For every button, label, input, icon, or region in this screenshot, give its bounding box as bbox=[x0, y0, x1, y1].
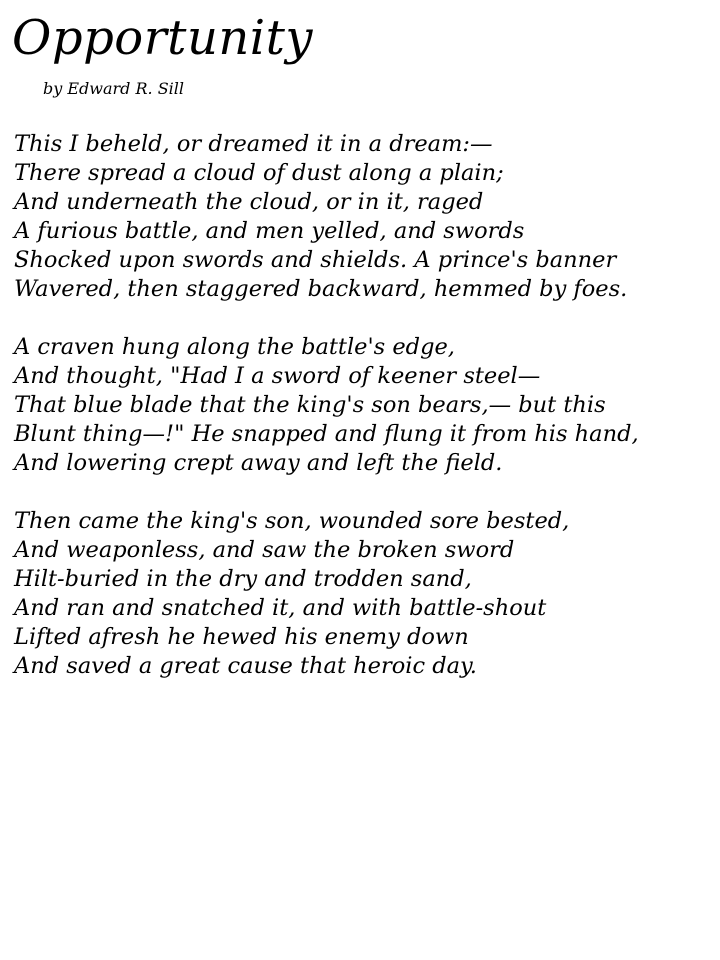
poem-line: Shocked upon swords and shields. A prince's banner bbox=[14, 247, 617, 273]
poem-line: And ran and snatched it, and with battle-shout bbox=[14, 595, 547, 621]
poem-line: Then came the king's son, wounded sore bested, bbox=[14, 508, 570, 534]
poem-body bbox=[14, 130, 718, 710]
poem-line: This I beheld, or dreamed it in a dream:— bbox=[14, 131, 493, 157]
poem-line: And lowering crept away and left the field. bbox=[14, 450, 503, 476]
poem-line: Lifted afresh he hewed his enemy down bbox=[14, 624, 469, 650]
poem-line: Wavered, then staggered backward, hemmed by foes. bbox=[14, 276, 628, 302]
poem-line: There spread a cloud of dust along a plain; bbox=[14, 160, 504, 186]
stanza-2 bbox=[14, 333, 718, 478]
poem-title: Opportunity bbox=[12, 10, 314, 66]
poem-line: And saved a great cause that heroic day. bbox=[14, 653, 477, 679]
poem-line: Blunt thing—!" He snapped and flung it from his hand, bbox=[14, 421, 639, 447]
poem-line: And thought, "Had I a sword of keener steel— bbox=[14, 363, 541, 389]
poem-line: A furious battle, and men yelled, and swords bbox=[14, 218, 525, 244]
poem-line: That blue blade that the king's son bears,— but this bbox=[14, 392, 606, 418]
stanza-3 bbox=[14, 507, 718, 681]
poem-byline: by Edward R. Sill bbox=[43, 79, 185, 98]
stanza-1 bbox=[14, 130, 718, 304]
poem-line: A craven hung along the battle's edge, bbox=[14, 334, 455, 360]
poem-line: And weaponless, and saw the broken sword bbox=[14, 537, 515, 563]
poem-line: And underneath the cloud, or in it, raged bbox=[14, 189, 484, 215]
poem-line: Hilt-buried in the dry and trodden sand, bbox=[14, 566, 472, 592]
